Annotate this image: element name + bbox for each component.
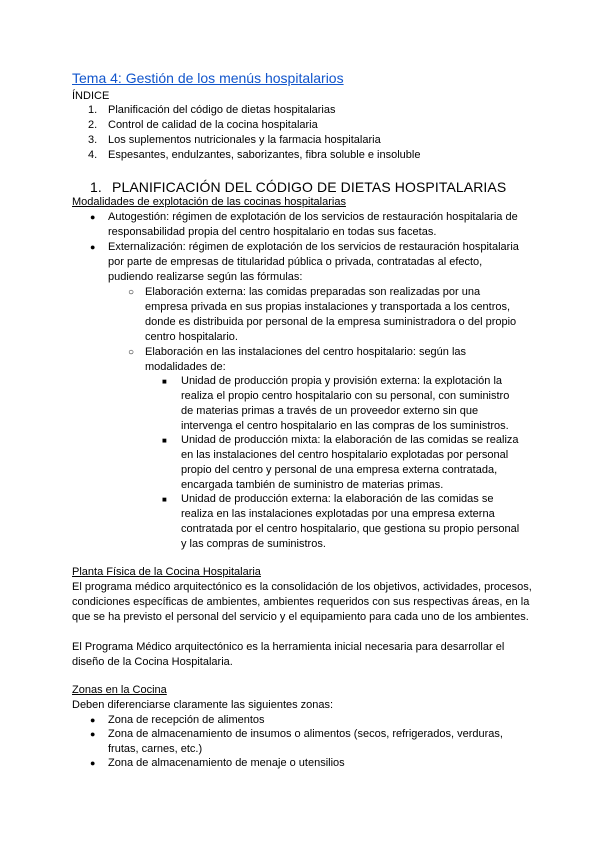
table-of-contents xyxy=(88,103,420,163)
subbullet-elab-instalaciones xyxy=(128,345,498,375)
subsubbullet-unidad-propia xyxy=(162,374,522,434)
subbullet-elab-externa xyxy=(128,285,518,345)
zonas-intro: Deben diferenciarse claramente las siguientes zonas: xyxy=(72,699,334,711)
subsubbullet-unidad-externa xyxy=(162,492,522,552)
toc-item xyxy=(88,133,420,148)
circle-marker: ○ xyxy=(128,347,135,358)
bullet-text: Zona de almacenamiento de menaje o utensilios xyxy=(108,757,345,769)
bullet-marker: ● xyxy=(90,729,96,739)
toc-item xyxy=(88,103,420,118)
bullet-text: Externalización: régimen de explotación de los servicios de restauración hospitalaria por parte de empresas de titularidad pública o privada, contratadas al efecto, pudiendo realizarse según las fórmulas: xyxy=(108,241,519,283)
zonas-heading: Zonas en la Cocina xyxy=(72,684,167,696)
bullet-text: Zona de almacenamiento de insumos o alimentos (secos, refrigerados, verduras, frutas, carnes, etc.) xyxy=(108,728,503,755)
square-marker: ■ xyxy=(162,495,167,504)
toc-text: Control de calidad de la cocina hospitalaria xyxy=(108,119,318,131)
bullet-text: Autogestión: régimen de explotación de los servicios de restauración hospitalaria de responsabilidad propia del centro hospitalario en todas sus facetas. xyxy=(108,211,518,238)
bullet-autogestion xyxy=(90,210,530,240)
subsubbullet-unidad-mixta xyxy=(162,433,522,493)
bullet-text: Unidad de producción mixta: la elaboración de las comidas se realiza en las instalaciones del centro hospitalario explotadas por personal propio del centro y personal de una empresa externa contratada, encargada también de suministro de materias primas. xyxy=(181,434,519,491)
bullet-text: Unidad de producción externa: la elaboración de las comidas se realiza en las instalaciones explotadas por una empresa externa contratada por el centro hospitalario, que gestiona su propio personal y las compras de suministros. xyxy=(181,493,520,550)
toc-item xyxy=(88,118,420,133)
zona-item xyxy=(90,713,530,728)
toc-number: 1. xyxy=(88,104,98,116)
square-marker: ■ xyxy=(162,436,167,445)
bullet-marker: ● xyxy=(90,242,96,252)
bullet-text: Unidad de producción propia y provisión externa: la explotación la realiza el propio centro hospitalario con su personal, con suministro de materias primas a través de un proveedor externo sin que intervenga el centro hospitalario en las compras de los suministros. xyxy=(181,375,510,432)
bullet-text: Elaboración externa: las comidas preparadas son realizadas por una empresa privada en sus propias instalaciones y transportada a los centros, donde es distribuida por personal de la empresa suministradora o del propio centro hospitalario. xyxy=(145,286,517,343)
doc-title[interactable]: Tema 4: Gestión de los menús hospitalarios xyxy=(72,70,344,86)
square-marker: ■ xyxy=(162,377,167,386)
bullet-text: Zona de recepción de alimentos xyxy=(108,714,265,726)
toc-number: 3. xyxy=(88,134,98,146)
section-heading xyxy=(90,179,506,195)
bullet-marker: ● xyxy=(90,758,96,768)
bullet-marker: ● xyxy=(90,212,96,222)
toc-text: Espesantes, endulzantes, saborizantes, fibra soluble e insoluble xyxy=(108,149,421,161)
bullet-text: Elaboración en las instalaciones del centro hospitalario: según las modalidades de: xyxy=(145,346,467,373)
planta-heading: Planta Física de la Cocina Hospitalaria xyxy=(72,566,261,578)
planta-paragraph-2: El Programa Médico arquitectónico es la herramienta inicial necesaria para desarrollar el diseño de la Cocina Hospitalaria. xyxy=(72,641,505,668)
bullet-marker: ● xyxy=(90,715,96,725)
toc-number: 4. xyxy=(88,149,98,161)
planta-paragraph-1: El programa médico arquitectónico es la consolidación de los objetivos, actividades, procesos, condiciones específicas de ambientes, ambientes requeridos con sus respectivas áreas, en la que se ha previsto el personal del servicio y el equipamiento para cada uno de los ambientes. xyxy=(72,581,532,623)
section-number: 1. xyxy=(90,179,102,195)
zona-item xyxy=(90,756,530,771)
indice-label: ÍNDICE xyxy=(72,90,110,102)
modalidades-heading: Modalidades de explotación de las cocinas hospitalarias xyxy=(72,196,346,208)
toc-number: 2. xyxy=(88,119,98,131)
circle-marker: ○ xyxy=(128,287,135,298)
zona-item xyxy=(90,727,520,757)
toc-text: Planificación del código de dietas hospitalarias xyxy=(108,104,336,116)
bullet-externalizacion xyxy=(90,240,530,285)
section-title: PLANIFICACIÓN DEL CÓDIGO DE DIETAS HOSPITALARIAS xyxy=(112,179,507,195)
toc-item xyxy=(88,148,420,163)
toc-text: Los suplementos nutricionales y la farmacia hospitalaria xyxy=(108,134,381,146)
